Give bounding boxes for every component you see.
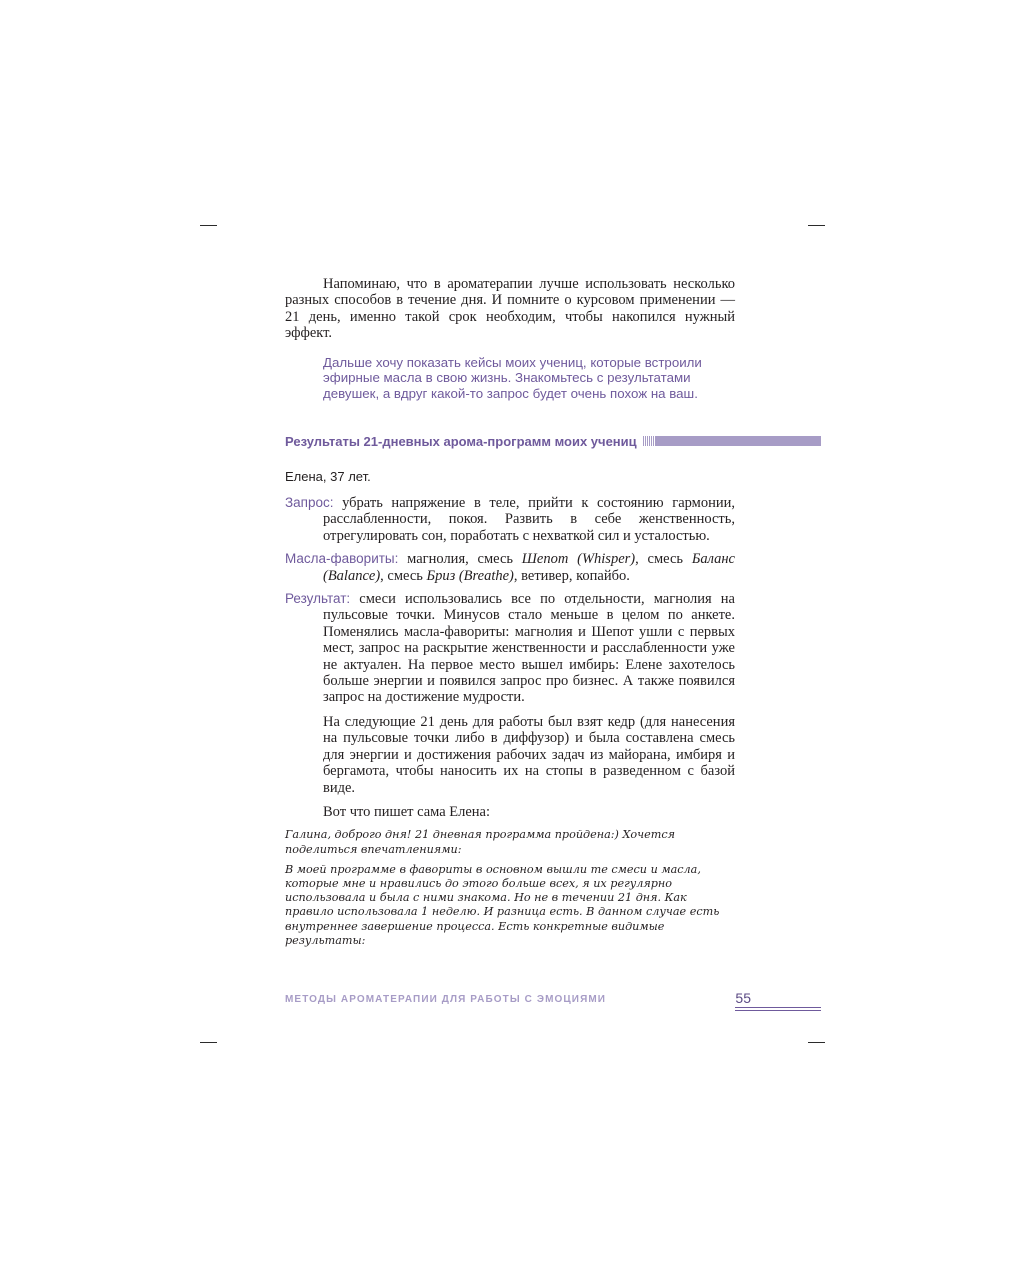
crop-mark-bottom-left <box>200 1042 217 1043</box>
footer-rule-2 <box>735 1010 821 1011</box>
quote-1: Галина, доброго дня! 21 дневная программа пройдена:) Хочется поделиться впечатлениями: <box>285 828 676 856</box>
request-text: убрать напряжение в теле, прийти к состоянию гармонии, расслабленности, покоя. Развить в себе женственность, отрегулировать сон, поработать с нехваткой сил и усталостью. <box>323 495 735 544</box>
oils-text-3: , смесь <box>380 567 427 584</box>
quote-2: В моей программе в фавориты в основном вышли те смеси и масла, которые мне и нравились до этого больше всех, я их регулярно использовала и была с ними знакома. Но не в течении 21 дня. Как правило использовала 1 неделю. И разница есть. В данном случае есть внутреннее завершение процесса. Есть конкретные видимые результаты: <box>285 862 720 947</box>
section-heading: Результаты 21-дневных арома-программ моих учениц <box>285 433 637 449</box>
oils-text-2: , смесь <box>635 551 692 568</box>
next-paragraph: На следующие 21 день для работы был взят кедр (для нанесения на пульсовые точки либо в диффузор) и была составлена смесь для энергии и достижения рабочих задач из майорана, имбиря и бергамота, чтобы наносить их на стопы в разведенном с базой виде. <box>323 713 735 796</box>
person-name: Елена, 37 лет. <box>285 469 371 484</box>
callout-text: Дальше хочу показать кейсы моих учениц, которые встроили эфирные масла в свою жизнь. Знакомьтесь с результатами девушек, а вдруг какой-то запрос будет очень похож на ваш. <box>323 354 702 402</box>
footer-title: МЕТОДЫ АРОМАТЕРАПИИ ДЛЯ РАБОТЫ С ЭМОЦИЯМИ <box>285 994 607 1005</box>
elena-writes: Вот что пишет сама Елена: <box>323 803 491 820</box>
intro-paragraph: Напоминаю, что в ароматерапии лучше использовать несколько разных способов в течение дня. И помните о курсовом применении — 21 день, именно такой срок необходим, чтобы накопился нужный эффект. <box>285 276 735 342</box>
request-paragraph <box>285 495 735 544</box>
page-footer <box>285 990 821 1012</box>
oils-text-1: магнолия, смесь <box>398 551 522 568</box>
footer-rule-1 <box>735 1007 821 1008</box>
oils-text-4: , ветивер, копайбо. <box>513 567 630 584</box>
crop-mark-bottom-right <box>808 1042 825 1043</box>
heading-bar-stripes <box>643 436 655 446</box>
result-text: смеси использовались все по отдельности, магнолия на пульсовые точки. Минусов стало меньше в целом по анкете. Поменялись масла-фавориты: магнолия и Шепот ушли с первых мест, запрос на раскрытие женственности и расслабленности уже не актуален. На первое место вышел имбирь: Елене захотелось больше энергии и появился запрос про бизнес. А также появился запрос на достижение мудрости. <box>323 591 735 706</box>
result-label: Результат: <box>285 591 351 607</box>
page-number: 55 <box>735 990 751 1006</box>
oils-label: Масла-фавориты: <box>285 551 399 567</box>
oils-paragraph <box>285 551 735 584</box>
crop-mark-top-left <box>200 225 217 226</box>
heading-decor-bar <box>643 436 821 446</box>
oils-breathe: Бриз (Breathe) <box>426 567 514 584</box>
case-body <box>285 469 735 948</box>
crop-mark-top-right <box>808 225 825 226</box>
request-label: Запрос: <box>285 495 334 510</box>
oils-balance: Баланс (Balance) <box>323 551 735 584</box>
section-heading-row <box>285 433 821 449</box>
oils-whisper: Шепот (Whisper) <box>521 551 636 568</box>
page-body <box>285 276 735 402</box>
result-paragraph <box>285 591 735 706</box>
